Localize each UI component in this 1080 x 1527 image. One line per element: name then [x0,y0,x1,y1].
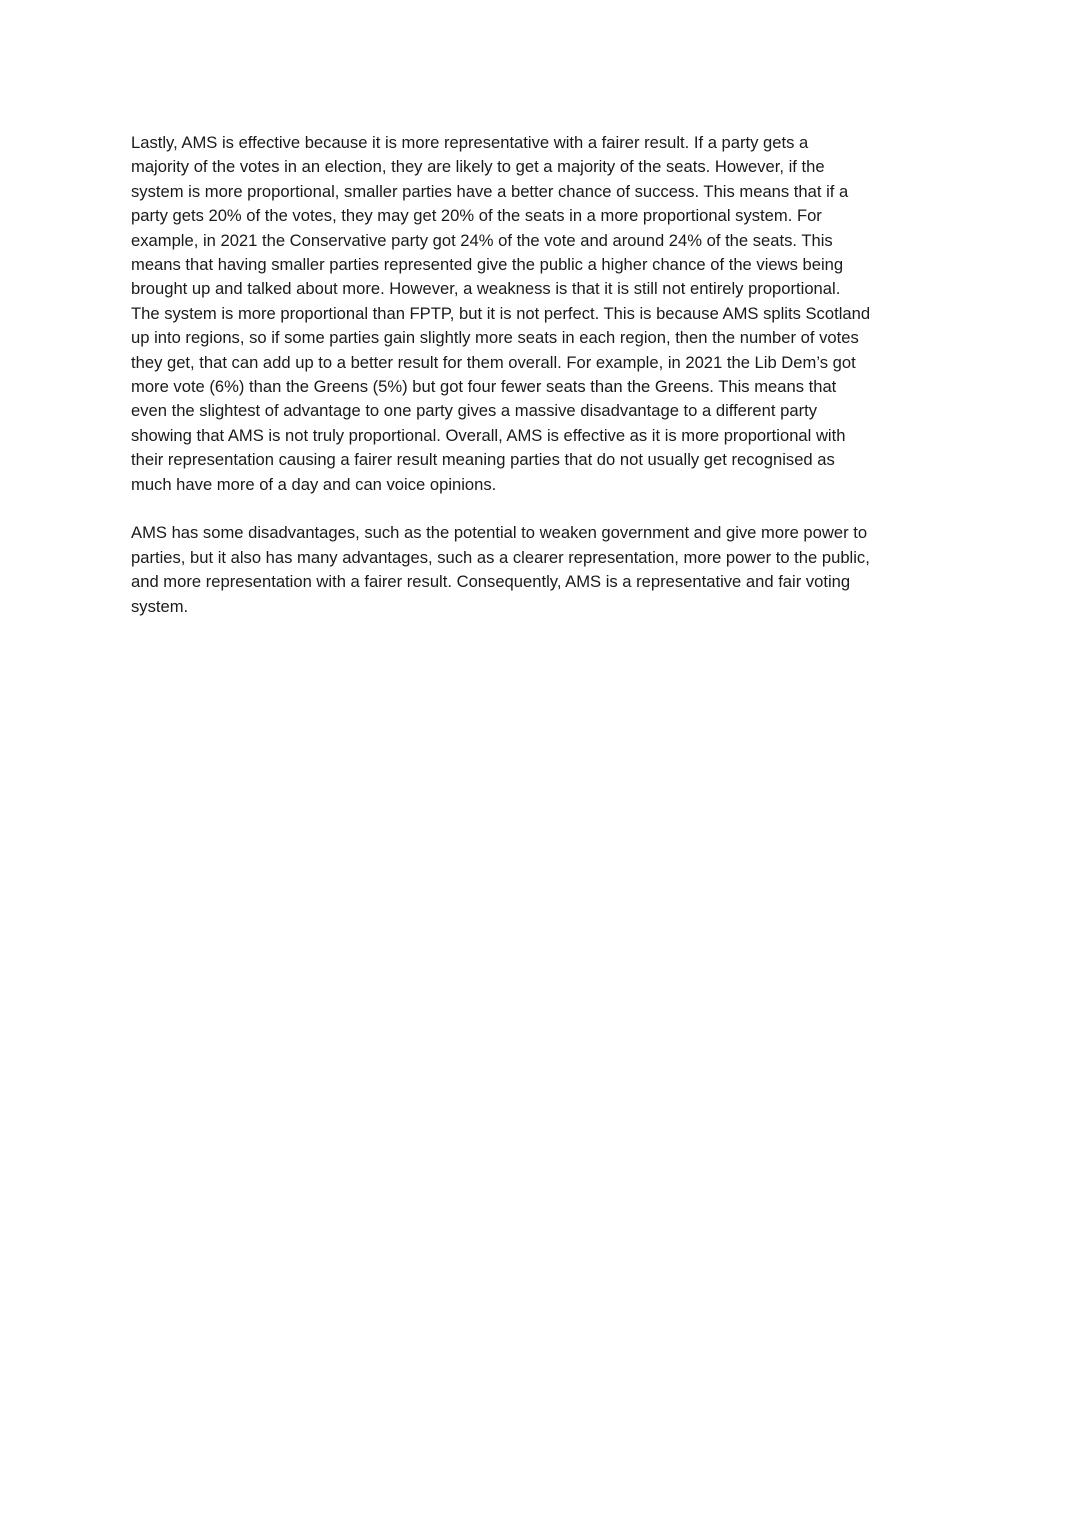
text-line: Lastly, AMS is effective because it is more representative with a fairer result. If a party gets a [131,133,809,152]
text-line: example, in 2021 the Conservative party got 24% of the vote and around 24% of the seats. This [131,230,833,250]
text-line: means that having smaller parties represented give the public a higher chance of the views being [131,255,844,275]
text-line: parties, but it also has many advantages, such as a clearer representation, more power to the public, [131,547,870,567]
text-line: they get, that can add up to a better result for them overall. For example, in 2021 the Lib Dem’s got [131,352,856,372]
text-line: and more representation with a fairer result. Consequently, AMS is a representative and fair voting [131,572,851,592]
text-line: system is more proportional, smaller parties have a better chance of success. This means that if a [131,181,849,201]
text-line: more vote (6%) than the Greens (5%) but got four fewer seats than the Greens. This means that [131,377,837,397]
text-line: The system is more proportional than FPTP, but it is not perfect. This is because AMS splits Scotland [131,303,871,323]
text-line: showing that AMS is not truly proportional. Overall, AMS is effective as it is more proportional with [131,425,846,445]
text-line: system. [131,596,189,616]
text-line: AMS has some disadvantages, such as the potential to weaken government and give more power to [131,523,868,543]
paragraph-final-conclusion [131,521,951,619]
text-line: party gets 20% of the votes, they may get 20% of the seats in a more proportional system. For [131,206,822,226]
text-line: up into regions, so if some parties gain slightly more seats in each region, then the number of votes [131,328,859,348]
paragraph-conclusion-effectiveness [131,131,951,497]
text-line: much have more of a day and can voice opinions. [131,474,497,494]
text-line: brought up and talked about more. However, a weakness is that it is still not entirely proportional. [131,279,841,299]
document-body [131,131,951,619]
text-line: even the slightest of advantage to one party gives a massive disadvantage to a different party [131,401,817,421]
text-line: their representation causing a fairer result meaning parties that do not usually get recognised as [131,450,835,470]
text-line: majority of the votes in an election, they are likely to get a majority of the seats. However, if the [131,157,825,177]
